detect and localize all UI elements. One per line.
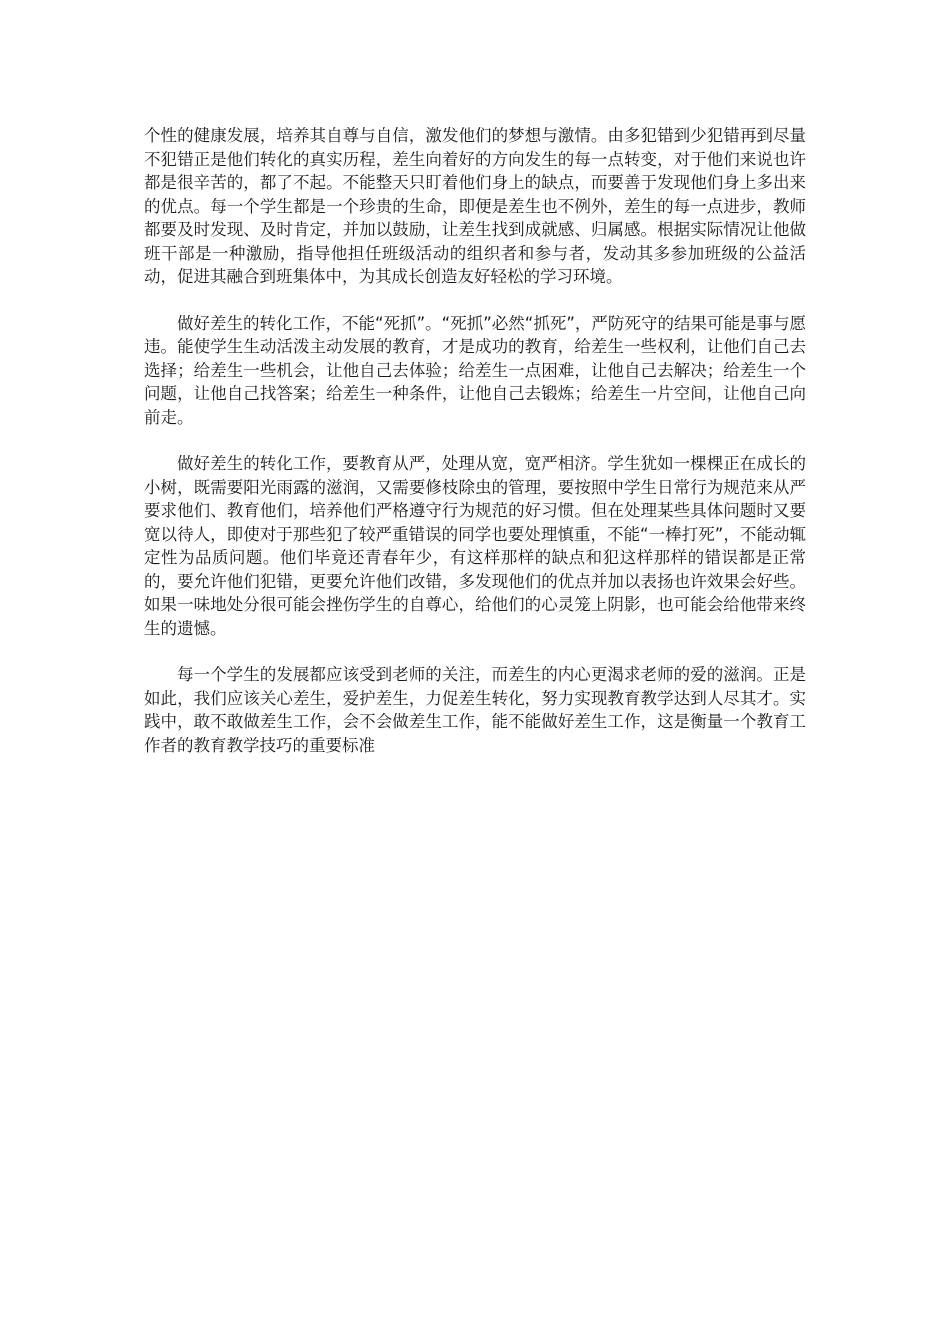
document-body <box>144 124 806 780</box>
paragraph-1: 个性的健康发展，培养其自尊与自信，激发他们的梦想与激情。由多犯错到少犯错再到尽量不犯错正是他们转化的真实历程，差生向着好的方向发生的每一点转变，对于他们来说也许都是很辛苦的，都了不起。不能整天只盯着他们身上的缺点，而要善于发现他们身上多出来的优点。每一个学生都是一个珍贵的生命，即便是差生也不例外，差生的每一点进步，教师都要及时发现、及时肯定，并加以鼓励，让差生找到成就感、归属感。根据实际情况让他做班干部是一种激励，指导他担任班级活动的组织者和参与者，发动其多参加班级的公益活动，促进其融合到班集体中，为其成长创造友好轻松的学习环境。 <box>144 126 806 286</box>
paragraph-2: 做好差生的转化工作，不能“死抓”。“死抓”必然“抓死”，严防死守的结果可能是事与愿违。能使学生生动活泼主动发展的教育，才是成功的教育，给差生一些权利，让他们自己去选择；给差生一些机会，让他自己去体验；给差生一点困难，让他自己去解决；给差生一个问题，让他自己找答案；给差生一种条件，让他自己去锻炼；给差生一片空间，让他自己向前走。 <box>144 313 806 427</box>
paragraph-3: 做好差生的转化工作，要教育从严，处理从宽，宽严相济。学生犹如一棵棵正在成长的小树，既需要阳光雨露的滋润，又需要修枝除虫的管理，要按照中学生日常行为规范来从严要求他们、教育他们，培养他们严格遵守行为规范的好习惯。但在处理某些具体问题时又要宽以待人，即使对于那些犯了较严重错误的同学也要处理慎重，不能“一棒打死”，不能动辄定性为品质问题。他们毕竟还青春年少，有这样那样的缺点和犯这样那样的错误都是正常的，要允许他们犯错，更要允许他们改错，多发现他们的优点并加以表扬也许效果会好些。如果一味地处分很可能会挫伤学生的自尊心，给他们的心灵笼上阴影，也可能会给他带来终生的遗憾。 <box>144 454 806 638</box>
paragraph-4: 每一个学生的发展都应该受到老师的关注，而差生的内心更渴求老师的爱的滋润。正是如此，我们应该关心差生，爱护差生，力促差生转化，努力实现教育教学达到人尽其才。实践中，敢不敢做差生工作，会不会做差生工作，能不能做好差生工作，这是衡量一个教育工作者的教育教学技巧的重要标准 <box>144 665 806 755</box>
